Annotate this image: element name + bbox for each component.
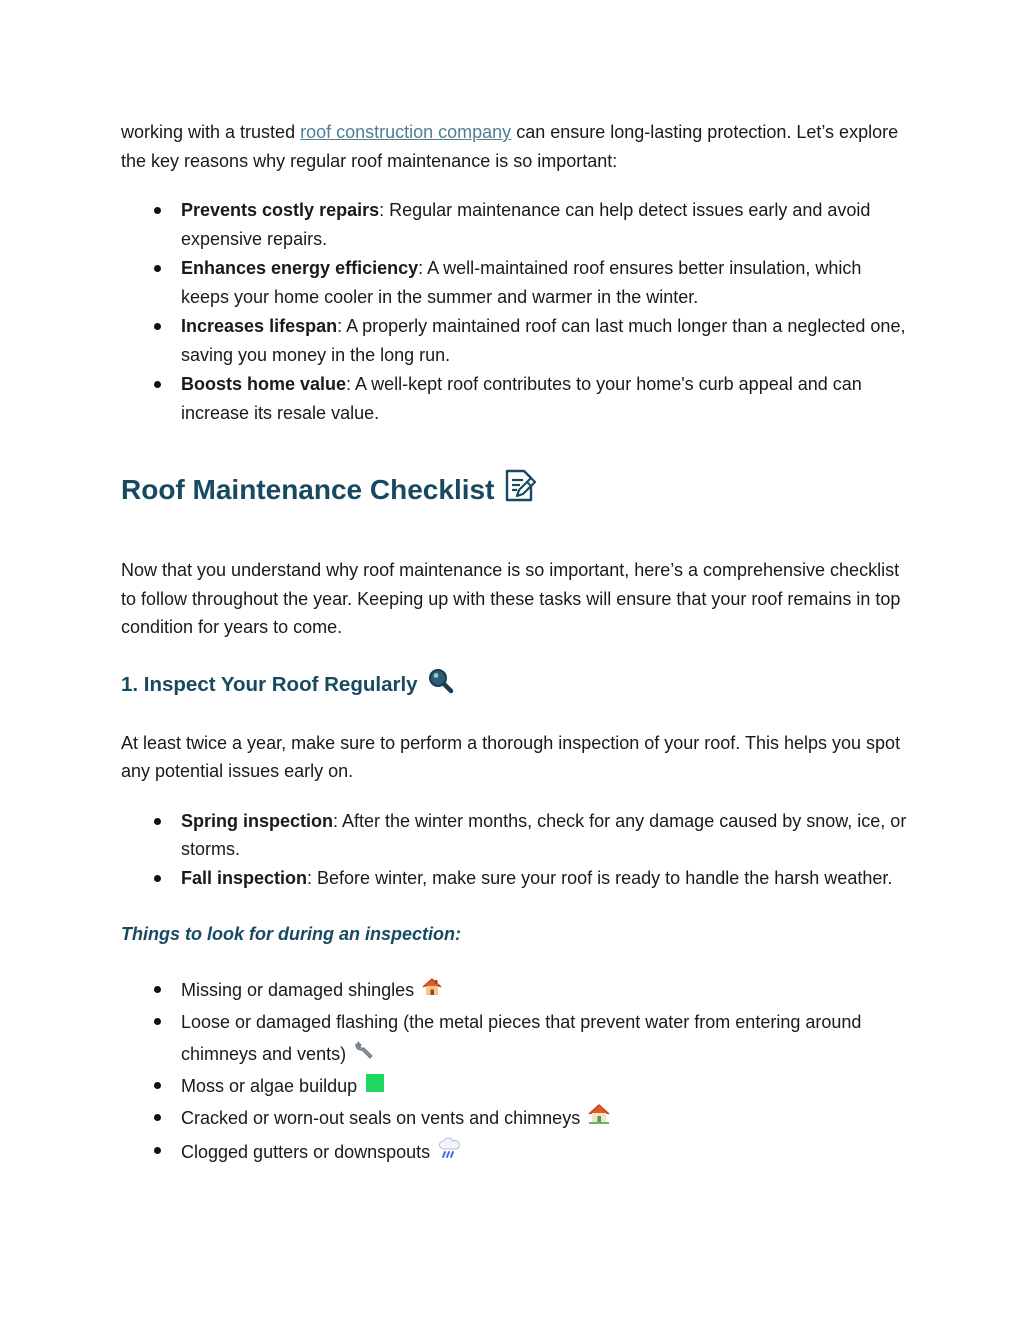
list-item bbox=[121, 1007, 911, 1071]
checklist-paragraph: Now that you understand why roof maintenance is so important, here’s a comprehensive checklist to follow throughout the year. Keeping up with these tasks will ensure that your roof remains in top condition for years to come. bbox=[121, 560, 901, 637]
look-for-text: Moss or algae buildup bbox=[181, 1076, 358, 1096]
inspection-title: Fall inspection bbox=[181, 867, 308, 888]
list-item bbox=[121, 807, 911, 864]
green-square-icon bbox=[365, 1072, 385, 1104]
look-for-text: Cracked or worn-out seals on vents and chimneys bbox=[181, 1108, 581, 1128]
reason-text: : A properly maintained roof can last much longer than a neglected one, saving you money in the long run. bbox=[181, 316, 906, 365]
checklist-heading-text: Roof Maintenance Checklist bbox=[121, 473, 495, 505]
list-item bbox=[121, 1103, 911, 1136]
reason-text: : A well-kept roof contributes to your home's curb appeal and can increase its resale value. bbox=[181, 374, 862, 423]
checklist-heading bbox=[121, 469, 911, 514]
wrench-icon bbox=[354, 1039, 376, 1072]
look-for-text: Missing or damaged shingles bbox=[181, 980, 415, 1000]
house-icon bbox=[422, 976, 442, 1008]
intro-text-end: can ensure long-lasting protection. Let’s explore the key reasons why regular roof maintenance is so important: bbox=[121, 122, 899, 171]
list-item bbox=[121, 370, 911, 427]
inspection-text: : Before winter, make sure your roof is ready to handle the harsh weather. bbox=[307, 867, 893, 888]
list-item bbox=[121, 196, 911, 253]
inspection-title: Spring inspection bbox=[181, 810, 334, 831]
inspect-heading bbox=[121, 668, 911, 703]
list-item bbox=[121, 864, 911, 893]
look-for-text: Loose or damaged flashing (the metal pieces that prevent water from entering around chimneys and vents) bbox=[181, 1012, 862, 1064]
reasons-list bbox=[121, 196, 911, 427]
inspect-heading-text: 1. Inspect Your Roof Regularly bbox=[121, 672, 418, 696]
inspection-text: : After the winter months, check for any damage caused by snow, ice, or storms. bbox=[181, 810, 907, 859]
reason-title: Prevents costly repairs bbox=[181, 200, 380, 220]
list-item bbox=[121, 254, 911, 311]
look-for-list bbox=[121, 975, 911, 1170]
roof-construction-company-link[interactable]: roof construction company bbox=[300, 122, 512, 142]
look-for-text: Clogged gutters or downspouts bbox=[181, 1141, 431, 1162]
magnifier-icon bbox=[428, 668, 454, 703]
list-item bbox=[121, 975, 911, 1007]
reason-title: Boosts home value bbox=[181, 374, 347, 394]
reason-text: : A well-maintained roof ensures better insulation, which keeps your home cooler in the summer and warmer in the winter. bbox=[181, 258, 862, 307]
list-item bbox=[121, 1071, 911, 1103]
rain-cloud-icon bbox=[438, 1136, 462, 1171]
inspection-list bbox=[121, 807, 911, 893]
memo-icon bbox=[504, 469, 536, 514]
list-item bbox=[121, 312, 911, 369]
reason-title: Increases lifespan bbox=[181, 316, 338, 336]
list-item bbox=[121, 1136, 911, 1171]
reason-text: : Regular maintenance can help detect issues early and avoid expensive repairs. bbox=[181, 200, 871, 249]
intro-paragraph bbox=[121, 118, 911, 175]
inspect-paragraph: At least twice a year, make sure to perform a thorough inspection of your roof. This helps you spot any potential issues early on. bbox=[121, 732, 901, 781]
intro-text-start: working with a trusted bbox=[121, 122, 301, 142]
house-icon bbox=[588, 1103, 610, 1136]
look-for-heading: Things to look for during an inspection: bbox=[121, 924, 461, 944]
reason-title: Enhances energy efficiency bbox=[181, 258, 419, 278]
document-content bbox=[121, 118, 911, 1170]
